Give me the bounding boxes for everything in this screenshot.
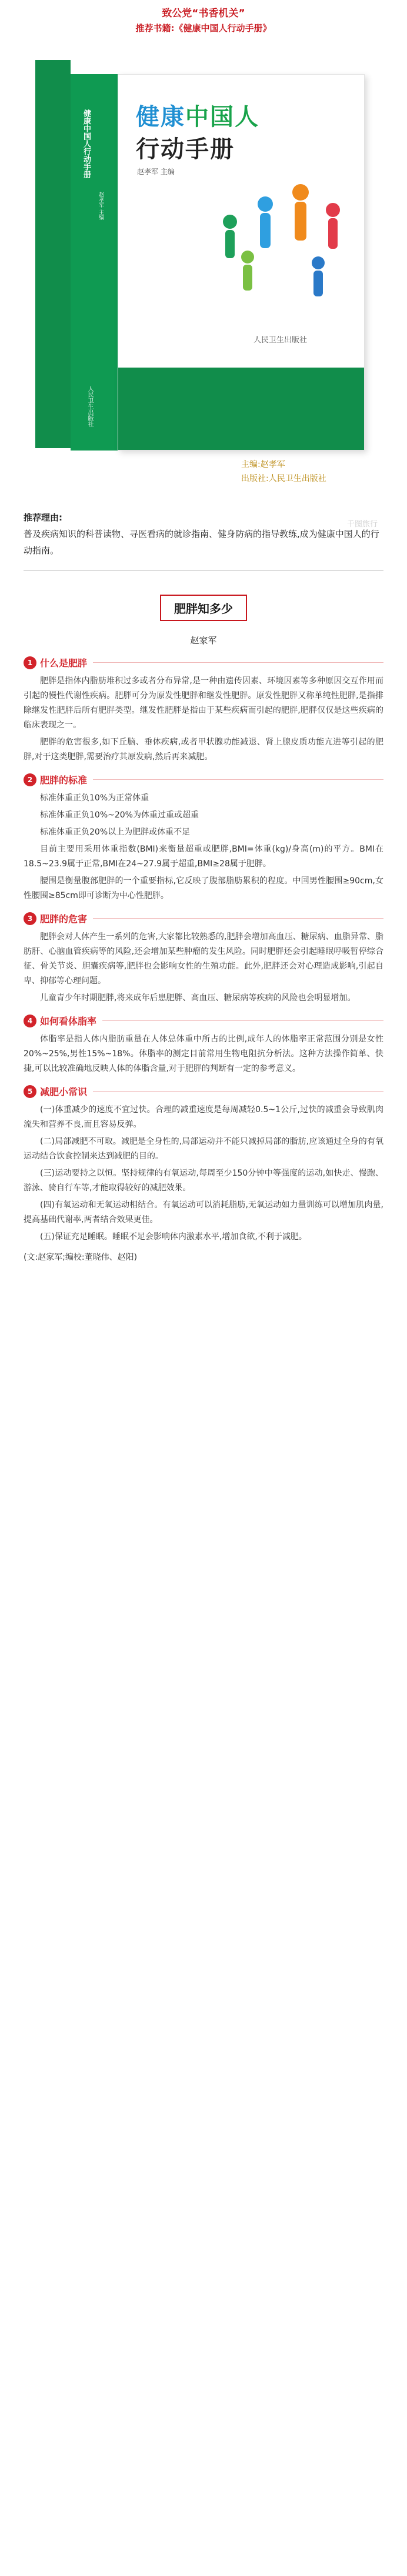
paragraph: 肥胖的危害很多,如下丘脑、垂体疾病,或者甲状腺功能减退、肾上腺皮质功能亢进等引起的肥胖,对于这类肥胖,需要治疗其原发病,然后再来减肥。	[24, 738, 383, 762]
cover-title	[136, 98, 259, 132]
paragraph: 标准体重正负20%以上为肥胖或体重不足	[40, 827, 191, 837]
cover-publisher: 人民卫生出版社	[253, 336, 308, 345]
header-title: 致公党“书香机关”	[162, 8, 245, 19]
header-subtitle: 推荐书籍:《健康中国人行动手册》	[135, 23, 272, 34]
paragraph: 标准体重正负10%~20%为体重过重或超重	[40, 810, 199, 820]
book-image	[0, 39, 407, 503]
book-back-spine	[35, 60, 71, 448]
cover-title-a: 健康	[136, 104, 185, 131]
section-heading	[24, 912, 383, 925]
spine-title: 健康中国人行动手册	[82, 109, 91, 178]
cover-title-line2: 行动手册	[136, 136, 235, 163]
section-number-badge: 4	[24, 1015, 36, 1027]
section-heading	[24, 1014, 383, 1027]
section-title: 肥胖的标准	[40, 775, 88, 786]
section-heading	[24, 656, 383, 669]
recommendation-label: 推荐理由:	[24, 512, 62, 523]
section-number-badge: 2	[24, 773, 36, 786]
section-rule	[93, 779, 383, 780]
section-title: 肥胖的危害	[40, 913, 88, 925]
book-spine	[71, 74, 118, 451]
section-number-badge: 3	[24, 912, 36, 925]
section-title: 如何看体脂率	[40, 1016, 97, 1027]
article-title-wrap	[0, 595, 407, 621]
paragraph: 标准体重正负10%为正常体重	[40, 793, 149, 803]
article-credit: (文:赵家军;编校:董晓伟、赵阳)	[24, 1253, 138, 1262]
article-body	[0, 656, 407, 1244]
paragraph: (三)运动要持之以恒。坚持规律的有氧运动,每周至少150分钟中等强度的运动,如快走、慢跑、游泳、骑自行车等,才能取得较好的减肥效果。	[24, 1169, 383, 1193]
running-figures-icon	[223, 184, 340, 296]
paragraph: 体脂率是指人体内脂肪重量在人体总体重中所占的比例,成年人的体脂率正常范围分别是女性20%~25%,男性15%~18%。体脂率的测定目前常用生物电阻抗分析法。这种方法操作简单、快捷,可以比较准确地反映人体的体脂含量,对于肥胖的判断有一定的参考意义。	[24, 1035, 383, 1073]
paragraph: 儿童青少年时期肥胖,将来成年后患肥胖、高血压、糖尿病等疾病的风险也会明显增加。	[40, 993, 356, 1003]
page	[0, 0, 407, 1282]
book-publisher-line: 出版社:人民卫生出版社	[241, 474, 326, 483]
paragraph: 腰围是衡量腹部肥胖的一个重要指标,它反映了腹部脂肪累积的程度。中国男性腰围≥90cm,女性腰围≥85cm即可诊断为中心性肥胖。	[24, 876, 383, 900]
section-rule	[93, 918, 383, 919]
paragraph: (二)局部减肥不可取。减肥是全身性的,局部运动并不能只减掉局部的脂肪,应该通过全身的有氧运动结合饮食控制来达到减肥的目的。	[24, 1137, 383, 1161]
section-rule	[93, 1091, 383, 1092]
article-author: 赵家军	[190, 635, 217, 646]
section-title: 减肥小常识	[40, 1086, 88, 1097]
paragraph: (一)体重减少的速度不宜过快。合理的减重速度是每周减轻0.5~1公斤,过快的减重会导致肌肉流失和营养不良,而且容易反弹。	[24, 1105, 383, 1129]
section-number-badge: 5	[24, 1085, 36, 1098]
cover-title-b: 中国人	[185, 104, 259, 131]
cover-bottom-band	[118, 368, 364, 450]
cover-author: 赵孝军 主编	[137, 168, 175, 176]
cover-illustration	[206, 134, 359, 310]
article-title: 肥胖知多少	[160, 595, 247, 621]
paragraph: (四)有氧运动和无氧运动相结合。有氧运动可以消耗脂肪,无氧运动如力量训练可以增加肌肉量,提高基础代谢率,两者结合效果更佳。	[24, 1200, 383, 1224]
section-heading	[24, 773, 383, 786]
book-cover	[118, 74, 365, 451]
paragraph: 肥胖会对人体产生一系列的危害,大家都比较熟悉的,肥胖会增加高血压、糖尿病、血脂异常、脂肪肝、心脑血管疾病等的风险,还会增加某些肿瘤的发生风险。同时肥胖还会引起睡眠呼吸暂停综合征、骨关节炎、胆囊疾病等,肥胖也会影响女性的生殖功能。此外,肥胖还会对心理造成影响,引起自卑、抑郁等心理问题。	[24, 932, 383, 986]
header	[0, 0, 407, 35]
section-rule	[102, 1020, 383, 1021]
paragraph: (五)保证充足睡眠。睡眠不足会影响体内激素水平,增加食欲,不利于减肥。	[40, 1232, 307, 1242]
book-author-line: 主编:赵孝军	[241, 460, 285, 469]
spine-author: 赵孝军 主编	[98, 192, 104, 220]
section-heading	[24, 1085, 383, 1098]
section-number-badge: 1	[24, 656, 36, 669]
section-title: 什么是肥胖	[40, 658, 88, 669]
paragraph: 肥胖是指体内脂肪堆积过多或者分布异常,是一种由遗传因素、环境因素等多种原因交互作用而引起的慢性代谢性疾病。肥胖可分为原发性肥胖和继发性肥胖。原发性肥胖又称单纯性肥胖,是指排除继发性肥胖后所有肥胖类型。继发性肥胖是指由于某些疾病而引起的肥胖,肥胖仅仅是这些疾病的临床表现之一。	[24, 676, 383, 730]
paragraph: 目前主要用采用体重指数(BMI)来衡量超重或肥胖,BMI=体重(kg)/身高(m)的平方。BMI在18.5~23.9属于正常,BMI在24~27.9属于超重,BMI≥28属于肥胖。	[24, 845, 383, 869]
section-rule	[93, 662, 383, 663]
recommendation	[0, 509, 407, 559]
divider	[24, 570, 383, 571]
recommendation-text: 普及疾病知识的科普读物、寻医看病的就诊指南、健身防病的指导教练,成为健康中国人的行动指南。	[24, 529, 379, 556]
book-meta	[241, 458, 326, 486]
spine-publisher: 人民卫生出版社	[86, 386, 93, 427]
watermark: 千图旅行	[346, 520, 378, 529]
